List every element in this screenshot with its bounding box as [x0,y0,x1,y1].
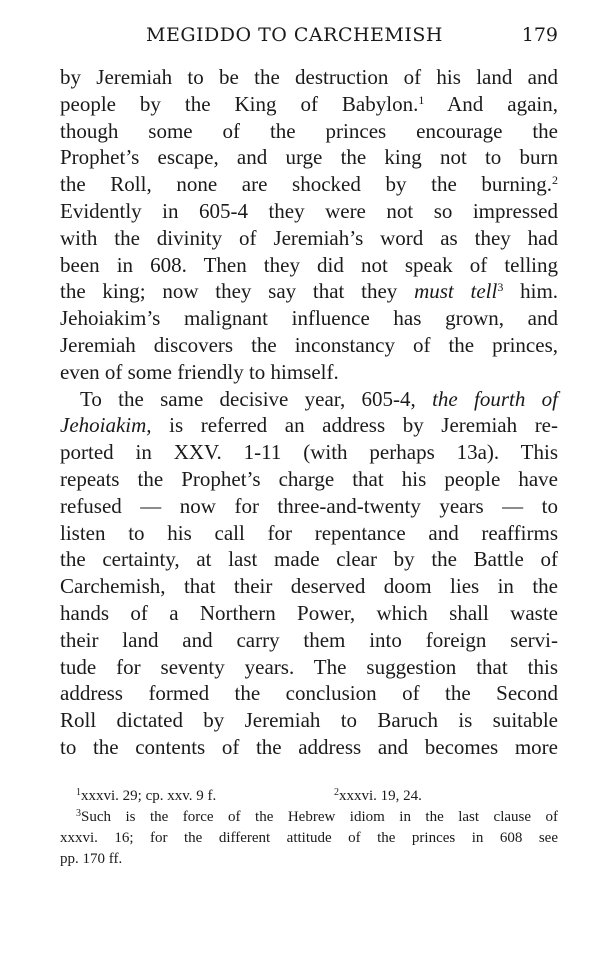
text-line: refused — now for three-and-twenty years — to [60,493,558,518]
text-line: been in 608. Then they did not speak of telling [60,252,558,277]
text-line: with the divinity of Jeremiah’s word as they had [60,225,558,250]
text-line: to the contents of the address and becomes more [60,734,558,759]
text-line: address formed the conclusion of the Second [60,681,558,706]
footnote-2 [334,786,422,807]
text-line: hands of a Northern Power, which shall waste [60,600,558,625]
text-line [60,91,558,118]
italic-phrase: the fourth of [432,386,558,411]
text-line: ported in XXV. 1-11 (with perhaps 13a). This [60,440,558,465]
footnotes [60,786,558,870]
footnote-text: Such is the force of the Hebrew idiom in the last clause of [81,809,558,825]
text-span: him. [520,279,559,304]
text-span: is referred an address by Jeremiah re- [169,413,558,438]
page-number: 179 [521,24,558,46]
footnote-ref-2: 2 [552,173,558,188]
footnote-3-line: xxxvi. 16; for the different attitude of the princes in 608 see [60,830,558,846]
text-line: Jehoiakim’s malignant influence has grown, and [60,306,558,331]
text-line: repeats the Prophet’s charge that his people have [60,466,558,491]
text-line [60,412,558,439]
text-line: by Jeremiah to be the destruction of his land and [60,65,558,89]
italic-phrase: Jehoiakim, [60,413,152,438]
text-line: tude for seventy years. The suggestion that this [60,654,558,679]
text-span: the king; now they say that they [60,279,398,304]
footnote-text: xxxvi. 29; cp. xxv. 9 f. [81,788,217,804]
footnote-3-line [60,807,558,828]
footnote-row [60,786,558,807]
footnote-3-line: pp. 170 ff. [60,851,123,867]
text-line [60,386,558,413]
text-span: To the same decisive year, 605-4, [80,386,416,411]
text-line [60,278,558,305]
footnote-text: xxxvi. 19, 24. [339,788,422,804]
footnote-ref-3: 3 [497,280,504,295]
text-line [60,171,558,198]
footnote-mark: 3 [76,808,81,819]
text-line: even of some friendly to himself. [60,359,339,384]
text-line: Jeremiah discovers the inconstancy of the princes, [60,332,558,357]
text-line: Prophet’s escape, and urge the king not to burn [60,145,558,170]
italic-phrase: must tell [414,279,498,304]
text-line: the certainty, at last made clear by the Battle of [60,547,558,572]
text-span: people by the King of Babylon. [60,91,419,116]
footnote-mark: 2 [334,787,339,798]
text-line: Carchemish, that their deserved doom lies in the [60,574,558,599]
footnote-1 [76,786,334,807]
footnote-mark: 1 [76,787,81,798]
text-span: And again, [447,91,558,116]
text-line: Evidently in 605-4 they were not so impressed [60,198,558,223]
text-line: listen to his call for repentance and reaffirms [60,520,558,545]
footnote-ref-1: 1 [418,92,425,107]
text-line: Roll dictated by Jeremiah to Baruch is suitable [60,708,558,733]
text-line: their land and carry them into foreign servi- [60,627,558,652]
main-text [60,64,558,761]
page-header [60,24,558,48]
text-span: the Roll, none are shocked by the burning. [60,172,552,197]
running-title: MEGIDDO TO CARCHEMISH [146,24,443,46]
text-line: though some of the princes encourage the [60,118,558,143]
